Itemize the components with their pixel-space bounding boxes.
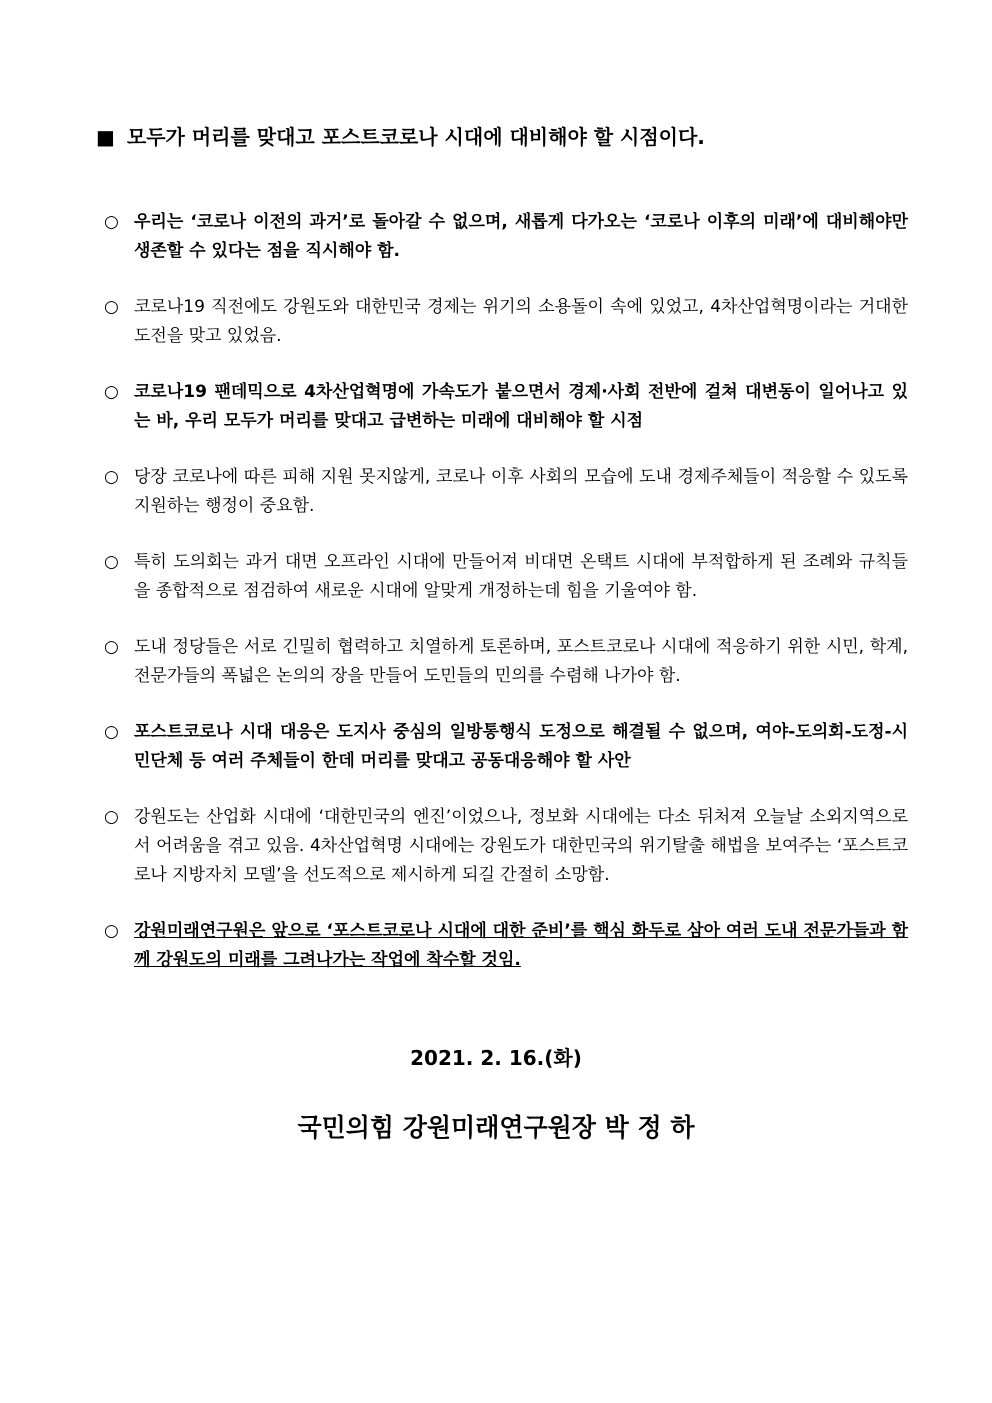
circle-bullet-icon: ○ — [104, 722, 119, 742]
list-item — [104, 293, 908, 351]
section-heading — [96, 122, 705, 152]
author-signature: 국민의힘 강원미래연구원장 박 정 하 — [297, 1113, 695, 1142]
list-item-text: 도내 정당들은 서로 긴밀히 협력하고 치열하게 토론하며, 포스트코로나 시대에 적응하기 위한 시민, 학계, 전문가들의 폭넓은 논의의 장을 만들어 도민들의 민의를 수렴해 나가야 함. — [134, 637, 908, 686]
list-item — [104, 917, 908, 975]
list-item — [104, 633, 908, 691]
square-bullet-icon: ■ — [96, 125, 115, 149]
circle-bullet-icon: ○ — [104, 212, 119, 232]
list-item — [104, 463, 908, 521]
list-item-text: 코로나19 팬데믹으로 4차산업혁명에 가속도가 붙으면서 경제·사회 전반에 걸쳐 대변동이 일어나고 있는 바, 우리 모두가 머리를 맞대고 급변하는 미래에 대비해야 할 시점 — [134, 382, 908, 431]
list-item — [104, 378, 908, 436]
circle-bullet-icon: ○ — [104, 921, 119, 941]
list-item — [104, 208, 908, 266]
list-item-text: 강원도는 산업화 시대에 ‘대한민국의 엔진’이었으나, 정보화 시대에는 다소 뒤처져 오늘날 소외지역으로서 어려움을 겪고 있음. 4차산업혁명 시대에는 강원도가 대한민국의 위기탈출 해법을 보여주는 ‘포스트코로나 지방자치 모델’을 선도적으로 제시하게 되길 간절히 소망함. — [134, 807, 908, 885]
circle-bullet-icon: ○ — [104, 297, 119, 317]
list-item — [104, 548, 908, 606]
section-heading-text: 모두가 머리를 맞대고 포스트코로나 시대에 대비해야 할 시점이다. — [126, 125, 705, 149]
circle-bullet-icon: ○ — [104, 552, 119, 572]
statement-list — [104, 208, 908, 1002]
release-date: 2021. 2. 16.(화) — [410, 1046, 582, 1070]
list-item-text: 우리는 ‘코로나 이전의 과거’로 돌아갈 수 없으며, 새롭게 다가오는 ‘코로나 이후의 미래’에 대비해야만 생존할 수 있다는 점을 직시해야 함. — [134, 212, 908, 261]
list-item-text: 포스트코로나 시대 대응은 도지사 중심의 일방통행식 도정으로 해결될 수 없으며, 여야-도의회-도정-시민단체 등 여러 주체들이 한데 머리를 맞대고 공동대응해야 할 사안 — [134, 722, 908, 771]
list-item-text: 강원미래연구원은 앞으로 ‘포스트코로나 시대에 대한 준비’를 핵심 화두로 삼아 여러 도내 전문가들과 함께 강원도의 미래를 그려나가는 작업에 착수할 것임. — [134, 921, 908, 970]
circle-bullet-icon: ○ — [104, 467, 119, 487]
list-item — [104, 718, 908, 776]
list-item-text: 당장 코로나에 따른 피해 지원 못지않게, 코로나 이후 사회의 모습에 도내 경제주체들이 적응할 수 있도록 지원하는 행정이 중요함. — [134, 467, 908, 516]
list-item — [104, 803, 908, 890]
circle-bullet-icon: ○ — [104, 807, 119, 827]
circle-bullet-icon: ○ — [104, 382, 119, 402]
list-item-text: 특히 도의회는 과거 대면 오프라인 시대에 만들어져 비대면 온택트 시대에 부적합하게 된 조례와 규칙들을 종합적으로 점검하여 새로운 시대에 알맞게 개정하는데 힘을 기울여야 함. — [134, 552, 908, 601]
list-item-text: 코로나19 직전에도 강원도와 대한민국 경제는 위기의 소용돌이 속에 있었고, 4차산업혁명이라는 거대한 도전을 맞고 있었음. — [134, 297, 908, 346]
circle-bullet-icon: ○ — [104, 637, 119, 657]
